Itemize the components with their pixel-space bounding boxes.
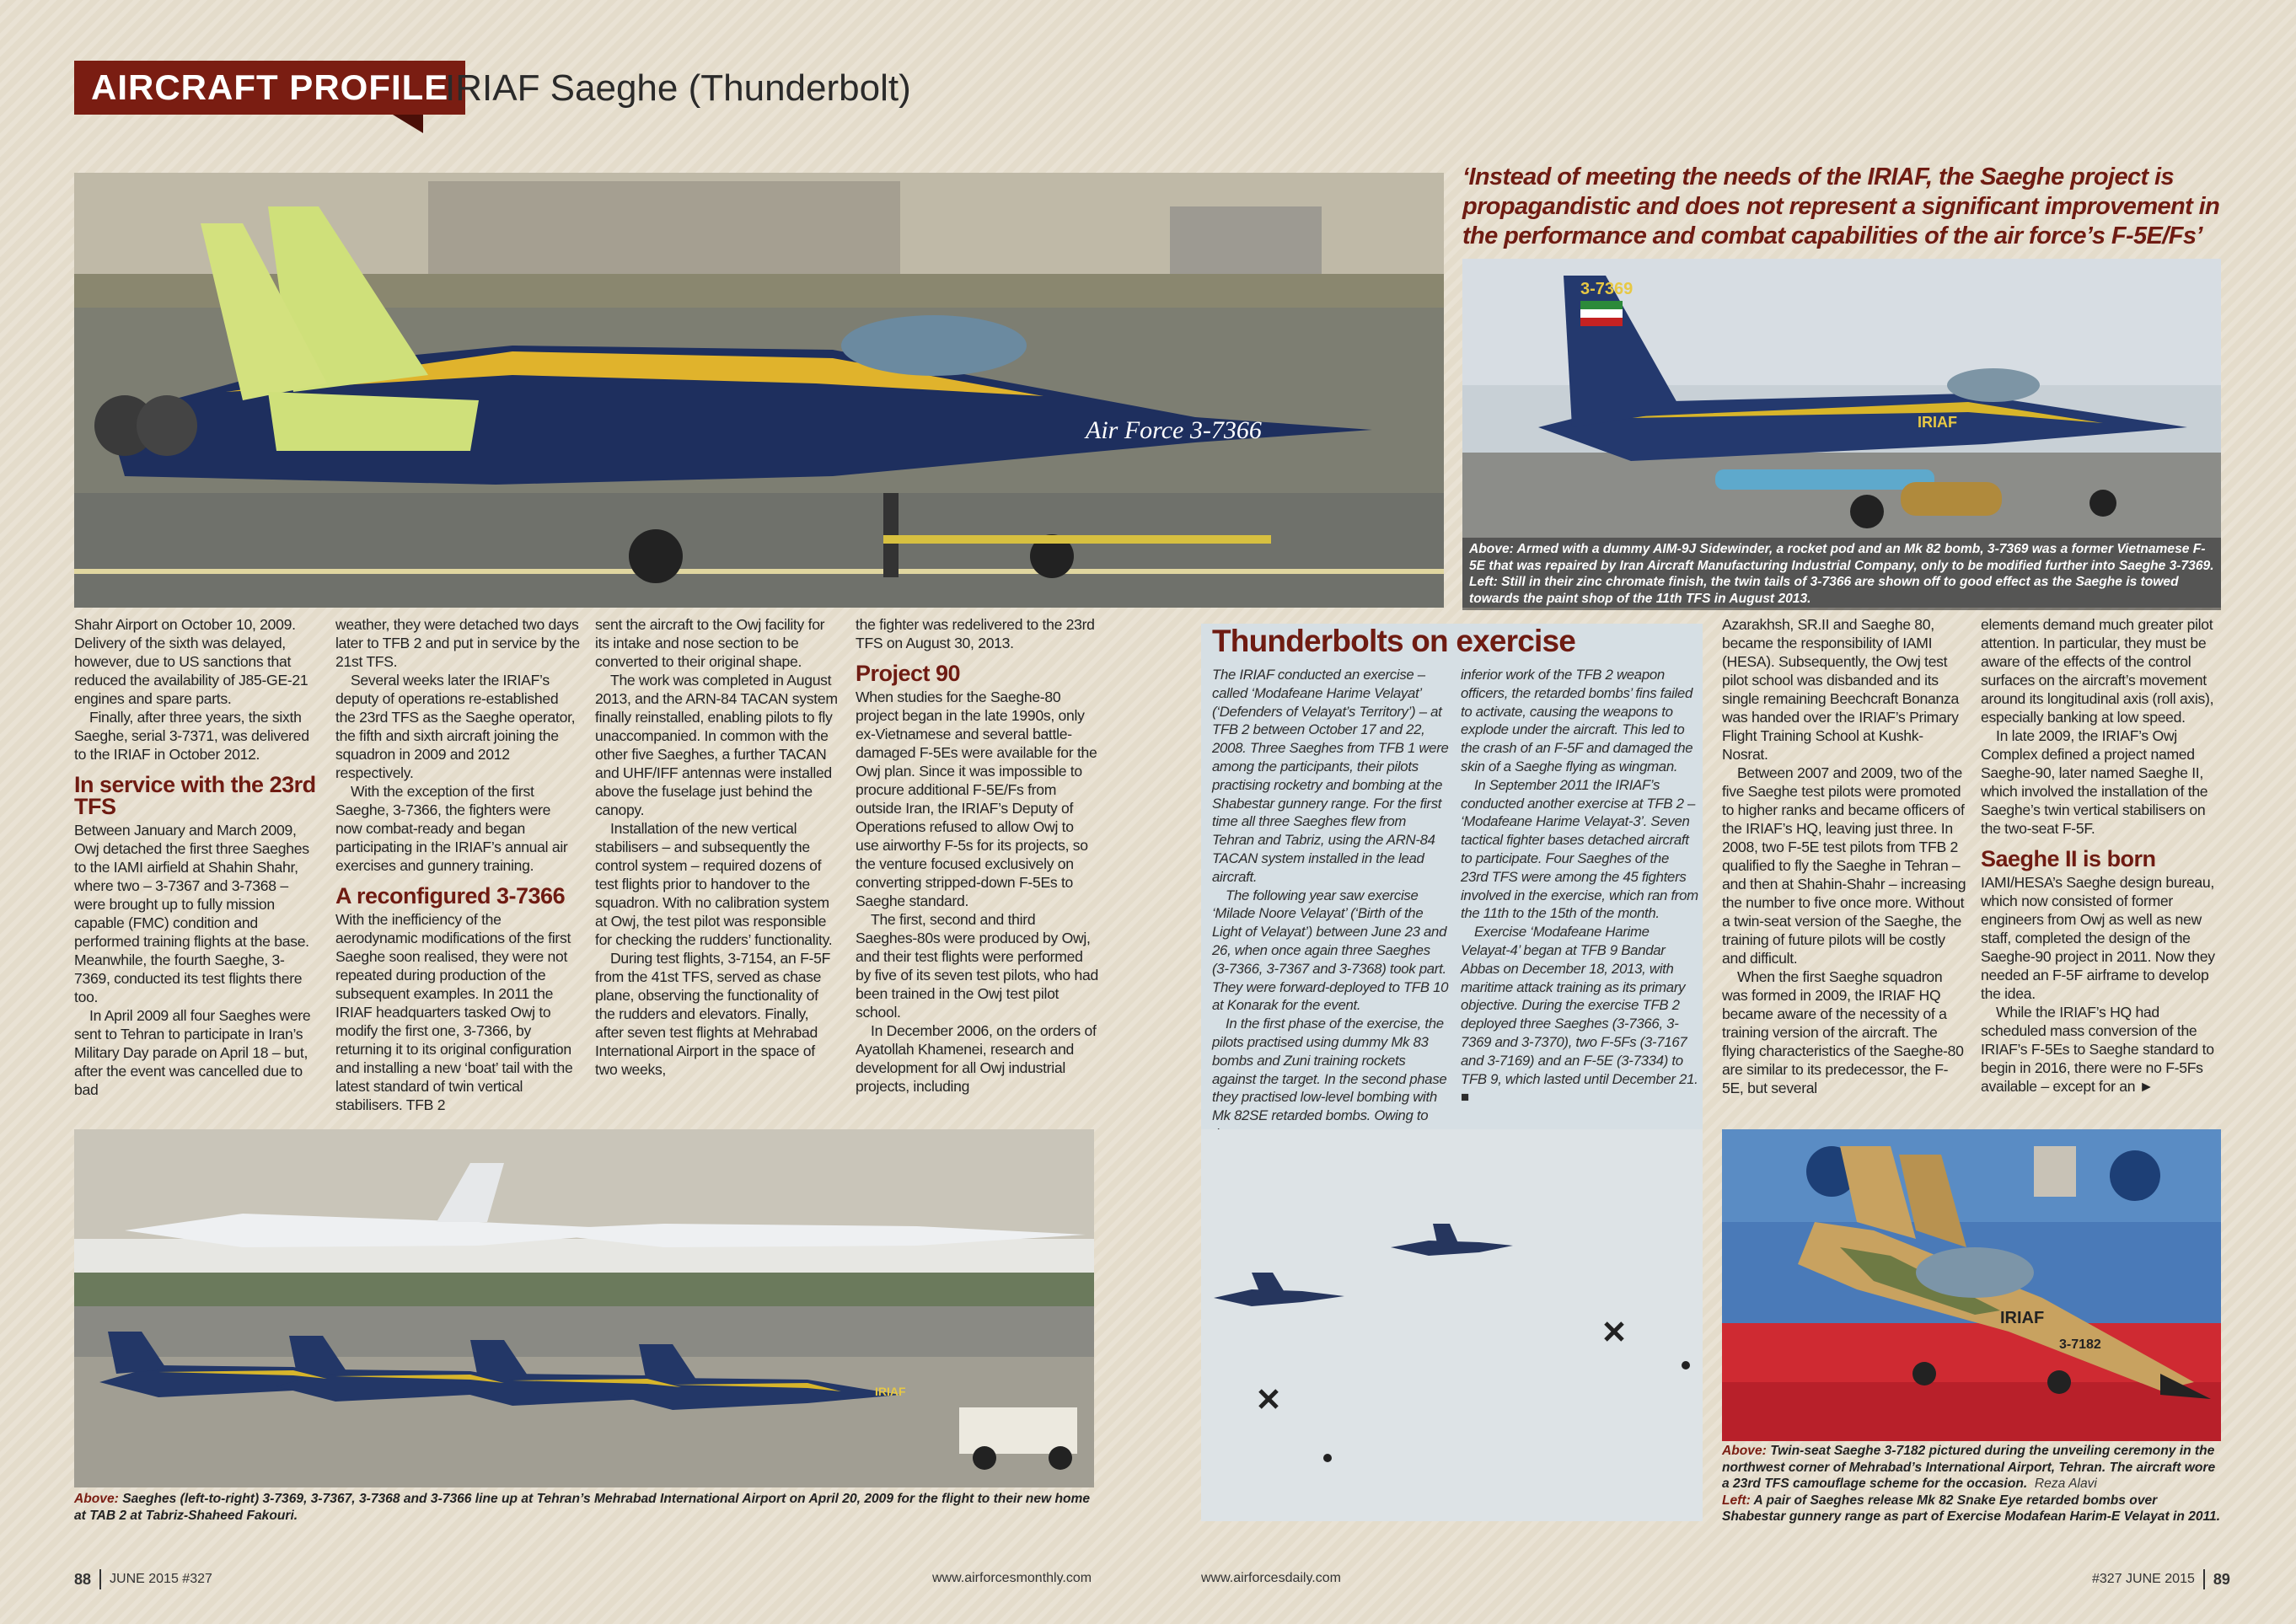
aircraft-serial-bottom: 3-7182 [2059,1337,2101,1352]
paragraph: Finally, after three years, the sixth Saeghe, serial 3-7371, was delivered to the IRIAF in October 2012. [74,709,309,763]
footer-url-right[interactable]: www.airforcesdaily.com [1201,1571,1341,1585]
photo-saeghes-releasing-bombs [1201,1129,1703,1521]
page-number: 88 [74,1570,92,1588]
paragraph: In September 2011 the IRIAF’s conducted another exercise at TFB 2 – ‘Modafeane Harime Velayat-3’. Seven tactical fighter bases detached aircraft to participate. Four Saeghes of the 23rd TFS were among the 45 fighters involved in the exercise, which ran from the 11th to the 15th of the month. [1461,776,1698,922]
footer-divider [99,1569,101,1589]
paragraph: weather, they were detached two days later to TFB 2 and put in service by the 21st TFS. [335,616,580,670]
caption-text: A pair of Saeghes release Mk 82 Snake Eye retarded bombs over Shabestar gunnery range as part of Exercise Modafean Harim-E Velayat in 2011. [1722,1493,2221,1524]
caption-label: Above: [1722,1444,1767,1458]
paragraph: The first, second and third Saeghes-80s were produced by Owj, and their test flights were performed by five of its seven test pilots, who had been trained in the Owj test pilot school. [856,911,1098,1021]
issue-label: #327 JUNE 2015 [2092,1572,2195,1586]
paragraph: In December 2006, on the orders of Ayatollah Khamenei, research and development for all Owj industrial projects, including [856,1022,1097,1095]
paragraph: Installation of the new vertical stabilisers – and subsequently the control system – required dozens of test flights prior to handover to the squadron. With no calibration system at Owj, the test pilot was responsible for checking the rudders’ functionality. [595,820,833,948]
caption-bottom-left [74,1491,1094,1524]
paragraph: the fighter was redelivered to the 23rd TFS on August 30, 2013. [856,616,1095,651]
aircraft-marking: Air Force 3-7366 [1086,416,1262,444]
pull-quote: ‘Instead of meeting the needs of the IRIAF, the Saeghe project is propagandistic and does not represent a significant improvement in the performance and combat capabilities of the air force’s F-5E/Fs’ [1462,163,2220,249]
section-tag-fold [393,115,423,133]
footer-left [74,1569,212,1589]
caption-text: Armed with a dummy AIM-9J Sidewinder, a rocket pod and an Mk 82 bomb, 3-7369 was a former Vietnamese F-5E that was repaired by Iran Aircraft Manufacturing Industrial Company, only to be modified further into Saeghe 3-7369. [1469,542,2214,573]
aircraft-iriaf-label: IRIAF [1918,414,1957,431]
paragraph: In the first phase of the exercise, the pilots practised using dummy Mk 83 bombs and Zuni training rockets against the target. In the second phase they practised low-level bombing with Mk 82SE retarded bombs. Owing to [1212,1016,1447,1124]
article-title: IRIAF Saeghe (Thunderbolt) [445,67,911,109]
subheading: In service with the 23rd TFS [74,772,316,819]
sidebar-title: Thunderbolts on exercise [1212,624,1576,658]
body-column-6 [1981,615,2225,1096]
photo-saeghe-3-7366-runway [74,173,1444,608]
caption-bottom-right [1722,1443,2221,1525]
paragraph: Between 2007 and 2009, two of the five Saeghe test pilots were promoted to higher ranks and became officers of the IRIAF’s HQ, leaving just three. In 2008, two F-5E test pilots from TFB 2 qualified to fly the Saeghe in Tehran – and then at Shahin-Shahr – increasing the number to five once more. Without a twin-seat version of the Saeghe, the training of future pilots will be costly and difficult. [1722,764,1966,967]
body-column-4 [856,615,1100,1096]
caption-label: Left: [1722,1493,1751,1508]
paragraph: Several weeks later the IRIAF’s deputy of operations re-established the 23rd TFS as the Saeghe operator, the fifth and sixth aircraft joining the squadron in 2009 and 2012 respectively. [335,672,576,781]
subheading: A reconfigured 3-7366 [335,883,566,908]
caption-text: Still in their zinc chromate finish, the twin tails of 3-7366 are shown off to good effect as the Saeghe is towed towards the paint shop of the 11th TFS in August 2013. [1469,575,2179,606]
body-column-1 [74,615,319,1099]
footer-url-left[interactable]: www.airforcesmonthly.com [932,1571,1092,1585]
paragraph: During test flights, 3-7154, an F-5F from the 41st TFS, served as chase plane, observing the functionality of the rudders and elevators. Finally, after seven test flights at Mehrabad International Airport in the space of two weeks, [595,950,831,1078]
paragraph: IAMI/HESA’s Saeghe design bureau, which now consisted of former engineers from Owj as well as new staff, completed the design of the Saeghe-90 project in 2011. Now they needed an F-5F airframe to develop the idea. [1981,874,2215,1002]
caption-text: Saeghes (left-to-right) 3-7369, 3-7367, 3-7368 and 3-7366 line up at Tehran’s Mehrabad International Airport on April 20, 2009 for the flight to their new home at TAB 2 at Tabriz-Shaheed Fakouri. [74,1492,1091,1523]
aircraft-serial-top: 3-7369 [1580,280,1633,298]
paragraph: While the IRIAF’s HQ had scheduled mass conversion of the IRIAF’s F-5Es to Saeghe standard to begin in 2016, there were no F-5Fs available – except for an ► [1981,1004,2214,1095]
caption-label: Left: [1469,575,1498,589]
paragraph: The work was completed in August 2013, and the ARN-84 TACAN system finally reinstalled, enabling pilots to fly unaccompanied. In common with the other five Saeghes, a further TACAN and UHF/IFF antennas were installed above the fuselage just behind the canopy. [595,672,838,818]
paragraph: sent the aircraft to the Owj facility for its intake and nose section to be converted to their original shape. [595,616,825,670]
paragraph: With the inefficiency of the aerodynamic modifications of the first Saeghe soon realised, they were not repeated during production of the subsequent examples. In 2011 the IRIAF headquarters tasked Owj to modify the first one, 3-7366, by returning it to its original configuration and installing a new ‘boat’ tail with the latest standard of twin vertical stabilisers. TFB 2 [335,911,573,1113]
aircraft-iriaf-label: IRIAF [2000,1309,2045,1327]
footer-right [2092,1569,2230,1589]
photo-saeghes-lineup-mehrabad [74,1129,1094,1487]
subheading: Project 90 [856,661,961,686]
photo-twin-seat-saeghe-3-7182 [1722,1129,2221,1441]
paragraph: inferior work of the TFB 2 weapon officers, the retarded bombs’ fins failed to activate, causing the weapons to explode under the aircraft. This led to the crash of an F-5F and damaged the skin of a Saeghe flying as wingman. [1461,667,1693,774]
caption-top-right [1462,538,2221,610]
sidebar-column-2 [1461,666,1698,1107]
paragraph: Azarakhsh, SR.II and Saeghe 80, became the responsibility of IAMI (HESA). Subsequently, the Owj test pilot school was disbanded and its single remaining Beechcraft Bonanza was handed over the IRIAF’s Primary Flight Training School at Kushk-Nosrat. [1722,616,1959,763]
subheading: Saeghe II is born [1981,846,2156,871]
paragraph: The IRIAF conducted an exercise – called ‘Modafeane Harime Velayat’ (‘Defenders of Velayat’s Territory’) – at TFB 2 between October 17 and 22, 2008. Three Saeghes from TFB 1 were among the participants, their pilots practising rocketry and bombing at the Shabestar gunnery range. For the first time all three Saeghes flew from Tehran and Tabriz, using the ARN-84 TACAN system installed in the lead aircraft. [1212,667,1449,885]
caption-text: Twin-seat Saeghe 3-7182 pictured during the unveiling ceremony in the northwest corner of Mehrabad’s International Airport, Tehran. The aircraft wore a 23rd TFS camouflage scheme for the occasion. [1722,1444,2216,1491]
sidebar-column-1 [1212,666,1450,1144]
section-tag: AIRCRAFT PROFILE [74,61,465,115]
paragraph: In late 2009, the IRIAF’s Owj Complex defined a project named Saeghe-90, later named Saeghe II, which involved the installation of the Saeghe’s twin vertical stabilisers on the two-seat F-5F. [1981,727,2208,837]
caption-label: Above: [1469,542,1514,556]
paragraph: In April 2009 all four Saeghes were sent to Tehran to participate in Iran’s Military Day parade on April 18 – but, after the event was cancelled due to bad [74,1007,311,1098]
body-column-5 [1722,615,1966,1097]
body-column-3 [595,615,840,1079]
paragraph: Shahr Airport on October 10, 2009. Delivery of the sixth was delayed, however, due to US sanctions that reduced the availability of J85-GE-21 engines and spare parts. [74,616,308,707]
paragraph: When studies for the Saeghe-80 project began in the late 1990s, only ex-Vietnamese and several battle-damaged F-5Es were available for the Owj plan. Since it was impossible to procure additional F-5E/Fs from outside Iran, the IRIAF’s Deputy of Operations refused to allow Owj to use airworthy F-5s for its projects, so the venture focused exclusively on converting stripped-down F-5Es to Saeghe standard. [856,689,1097,909]
paragraph: The following year saw exercise ‘Milade Noore Velayat’ (‘Birth of the Light of Velayat’) between June 23 and 26, when once again three Saeghes (3-7366, 3-7367 and 3-7368) took part. They were forward-deployed to TFB 10 at Konarak for the event. [1212,887,1449,1014]
issue-label: JUNE 2015 #327 [110,1572,212,1586]
paragraph: Between January and March 2009, Owj detached the first three Saeghes to the IAMI airfield at Shahin Shahr, where two – 3-7367 and 3-7368 – were brought up to fully mission capable (FMC) condition and performed training flights at the base. Meanwhile, the fourth Saeghe, 3-7369, conducted its test flights there too. [74,822,309,1005]
paragraph: elements demand much greater pilot attention. In particular, they must be aware of the effects of the control surfaces on the aircraft’s movement around its longitudinal axis (roll axis), especially banking at low speed. [1981,616,2214,726]
aircraft-iriaf-label: IRIAF [875,1385,906,1398]
paragraph: When the first Saeghe squadron was formed in 2009, the IRIAF HQ became aware of the necessity of a training version of the aircraft. The flying characteristics of the Saeghe-80 are similar to its predecessor, the F-5E, but several [1722,968,1964,1096]
page-number: 89 [2213,1570,2230,1588]
footer-divider [2203,1569,2205,1589]
body-column-2 [335,615,580,1114]
photo-credit: Reza Alavi [2034,1477,2097,1491]
paragraph: With the exception of the first Saeghe, 3-7366, the fighters were now combat-ready and began participating in the IRIAF’s annual air exercises and gunnery training. [335,783,568,874]
caption-label: Above: [74,1492,119,1506]
paragraph: Exercise ‘Modafeane Harime Velayat-4’ began at TFB 9 Bandar Abbas on December 18, 2013, with maritime attack training as its primary objective. During the exercise TFB 2 deployed three Saeghes (3-7366, 3-7369 and 3-7370), two F-5Fs (3-7167 and 3-7169) and an F-5E (3-7334) to TFB 9, which lasted until December 21. ■ [1461,924,1698,1106]
